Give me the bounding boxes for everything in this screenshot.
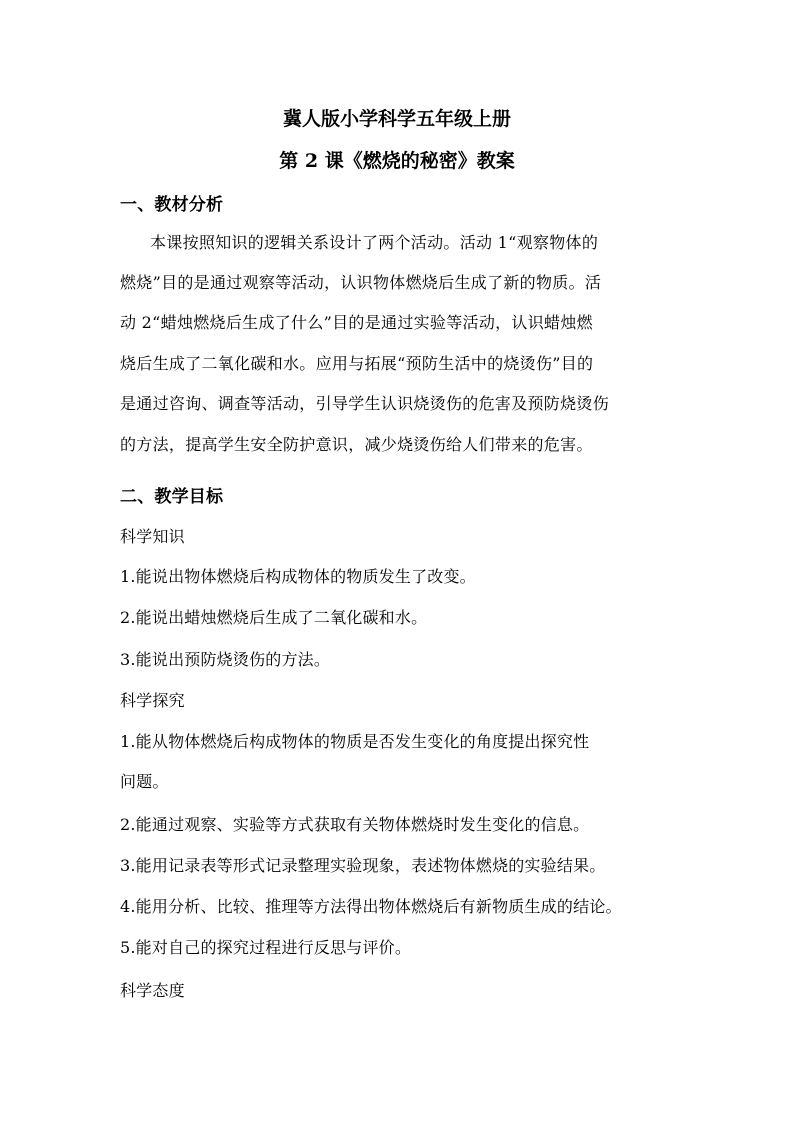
list-item: 5.能对自己的探究过程进行反思与评价。	[120, 938, 412, 957]
subsection-label-inquiry: 科学探究	[120, 691, 185, 710]
paragraph-line: 本课按照知识的逻辑关系设计了两个活动。活动 1“观察物体的	[150, 233, 599, 252]
paragraph-line: 的方法，提高学生安全防护意识，减少烧烫伤给人们带来的危害。	[120, 435, 593, 454]
paragraph-line: 燃烧”目的是通过观察等活动，认识物体燃烧后生成了新的物质。活	[120, 273, 602, 292]
list-item: 3.能用记录表等形式记录整理实验现象，表述物体燃烧的实验结果。	[120, 856, 606, 875]
list-item: 1.能从物体燃烧后构成物体的物质是否发生变化的角度提出探究性	[120, 732, 590, 751]
subsection-label-knowledge: 科学知识	[120, 527, 185, 546]
list-item: 4.能用分析、比较、推理等方法得出物体燃烧后有新物质生成的结论。	[120, 897, 622, 916]
document-subtitle: 第 2 课《燃烧的秘密》教案	[279, 150, 515, 172]
paragraph-line: 动 2“蜡烛燃烧后生成了什么”目的是通过实验等活动，认识蜡烛燃	[120, 313, 593, 332]
list-item: 1.能说出物体燃烧后构成物体的物质发生了改变。	[120, 567, 476, 586]
paragraph-line: 是通过咨询、调查等活动，引导学生认识烧烫伤的危害及预防烧烫伤	[120, 394, 610, 413]
list-item: 问题。	[120, 772, 169, 791]
paragraph-line: 烧后生成了二氧化碳和水。应用与拓展“预防生活中的烧烫伤”目的	[120, 354, 594, 373]
list-item: 3.能说出预防烧烫伤的方法。	[120, 650, 331, 669]
section-heading-analysis: 一、教材分析	[120, 195, 224, 215]
list-item: 2.能说出蜡烛燃烧后生成了二氧化碳和水。	[120, 608, 428, 627]
section-heading-objectives: 二、教学目标	[120, 487, 224, 507]
list-item: 2.能通过观察、实验等方式获取有关物体燃烧时发生变化的信息。	[120, 815, 590, 834]
document-title: 冀人版小学科学五年级上册	[282, 108, 511, 130]
subsection-label-attitude: 科学态度	[120, 981, 185, 1000]
